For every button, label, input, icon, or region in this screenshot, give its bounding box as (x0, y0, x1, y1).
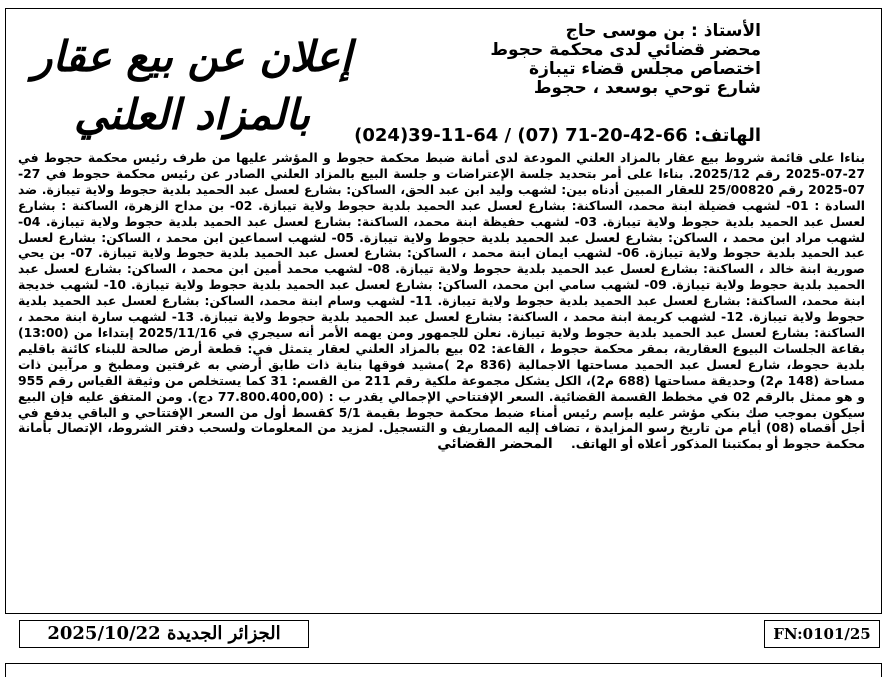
next-notice-frame (5, 663, 882, 677)
notice-paragraph: بناءا على قائمة شروط بيع عقار بالمزاد العلني المودعة لدى أمانة ضبط محكمة حجوط و المؤشر عليها من طرف رئيس محكمة حجوط في 27-07-2025 رقم 2025/12. بناءا على أمر بتحديد جلسة الإعتراضات و جلسة البيع بالمزاد العلني الصادر عن رئيس محكمة حجوط في 27-07-2025 رقم 25/00820 للعقار المبين أدناه بين: لشهب وليد ابن عبد الحق، الساكن: بشارع لعسل عبد الحميد بلدية حجوط ولاية تيبازة. ضد السادة : 01- لشهب فضيلة ابنة محمد، الساكنة: بشارع لعسل عبد الحميد بلدية حجوط ولاية تيبازة. 02- بن مداح الزهرة، الساكنة : بشارع لعسل عبد الحميد بلدية حجوط ولاية تيبازة. 03- لشهب حفيظة ابنة محمد، الساكنة: بشارع لعسل عبد الحميد بلدية حجوط ولاية تيبازة. 04- لشهب مراد ابن محمد ، الساكن: بشارع لعسل عبد الحميد بلدية حجوط ولاية تيبازة. 05- لشهب اسماعين ابن محمد ، الساكن: بشارع لعسل عبد الحميد بلدية حجوط ولاية تيبازة. 06- لشهب ايمان ابنة محمد ، الساكن: بشارع لعسل عبد الحميد بلدية حجوط ولاية تيبازة. 07- بن يحي صورية ابنة خالد ، الساكنة: بشارع لعسل عبد الحميد بلدية حجوط ولاية تيبازة. 08- لشهب محمد أمين ابن محمد ، الساكن: بشارع لعسل عبد الحميد بلدية حجوط ولاية تيبازة. 09- لشهب سامي ابن محمد، الساكن: بشارع لعسل عبد الحميد بلدية حجوط ولاية تيبازة. 10- لشهب خديجة ابنة محمد، الساكنة: بشارع لعسل عبد الحميد بلدية حجوط ولاية تيبازة. 11- لشهب وسام ابنة محمد، الساكن: بشارع لعسل عبد الحميد بلدية حجوط ولاية تيبازة. 12- لشهب كريمة ابنة محمد ، الساكنة: بشارع لعسل عبد الحميد بلدية حجوط ولاية تيبازة. 13- لشهب سارة ابنة محمد ، الساكنة: بشارع لعسل عبد الحميد بلدية حجوط ولاية تيبازة. نعلن للجمهور ومن يهمه الأمر أنه سيجري في 2025/11/16 إبتداءا من (13:00) بقاعة الجلسات البيوع العقارية، بمقر محكمة حجوط ، القاعة: 02 بيع بالمزاد العلني لعقار يتمثل في: قطعة أرض صالحة للبناء كائنة باقليم بلدية حجوط، شارع لعسل عبد الحميد مساحتها الاجمالية (836 م2 )مشيد فوقها بناية ذات طابق أرضي به غرفتين ومطبخ و مرآبين ذات مساحة (148 م2) وحديقة مساحتها (688 م2)، الكل يشكل مجموعة ملكية رقم 211 من القسم: 31 كما يستخلص من وثيقة القياس رقم 955 و هو ممثل بالرقم 02 في مخطط القسمة القضائية. السعر الإفتتاحي الإجمالي يقدر ب : (77.800.400,00 دج). ومن المتفق عليه فإن البيع سيكون بموجب صك بنكي مؤشر عليه بإسم رئيس أمناء ضبط محكمة حجوط بقيمة 5/1 كقسط أول من السعر الإفتتاحي و الباقي يدفع في أجل أقصاه (08) أيام من تاريخ رسو المزايدة ، تضاف إليه المصاريف و التسجيل. لمزيد من المعلومات ولسحب دفتر الشروط، الإتصال بأمانة محكمة حجوط أو بمكتبنا المذكور أعلاه أو الهاتف. (18, 150, 866, 452)
publication-box: الجزائر الجديدة 2025/10/22 (19, 620, 309, 648)
notice-body (18, 150, 865, 453)
signature: المحضر القضائي (437, 436, 553, 453)
bailiff-jurisdiction: اختصاص مجلس قضاء تيبازة (529, 59, 761, 79)
bailiff-header (401, 22, 761, 98)
notice-title (22, 28, 362, 144)
notice-title-line1: إعلان عن بيع عقار (32, 32, 352, 81)
notice-title-line2: بالمزاد العلني (73, 90, 311, 139)
bailiff-address: شارع توحي بوسعد ، حجوط (533, 78, 761, 98)
phone-numbers: (024)39-11-64 / (07) 71-20-42-66 (354, 125, 688, 146)
bailiff-court: محضر قضائي لدى محكمة حجوط (490, 40, 761, 60)
phone-label: الهاتف: (694, 125, 761, 146)
bailiff-name: الأستاذ : بن موسى حاج (565, 21, 761, 41)
fn-box: FN:0101/25 (764, 620, 880, 648)
